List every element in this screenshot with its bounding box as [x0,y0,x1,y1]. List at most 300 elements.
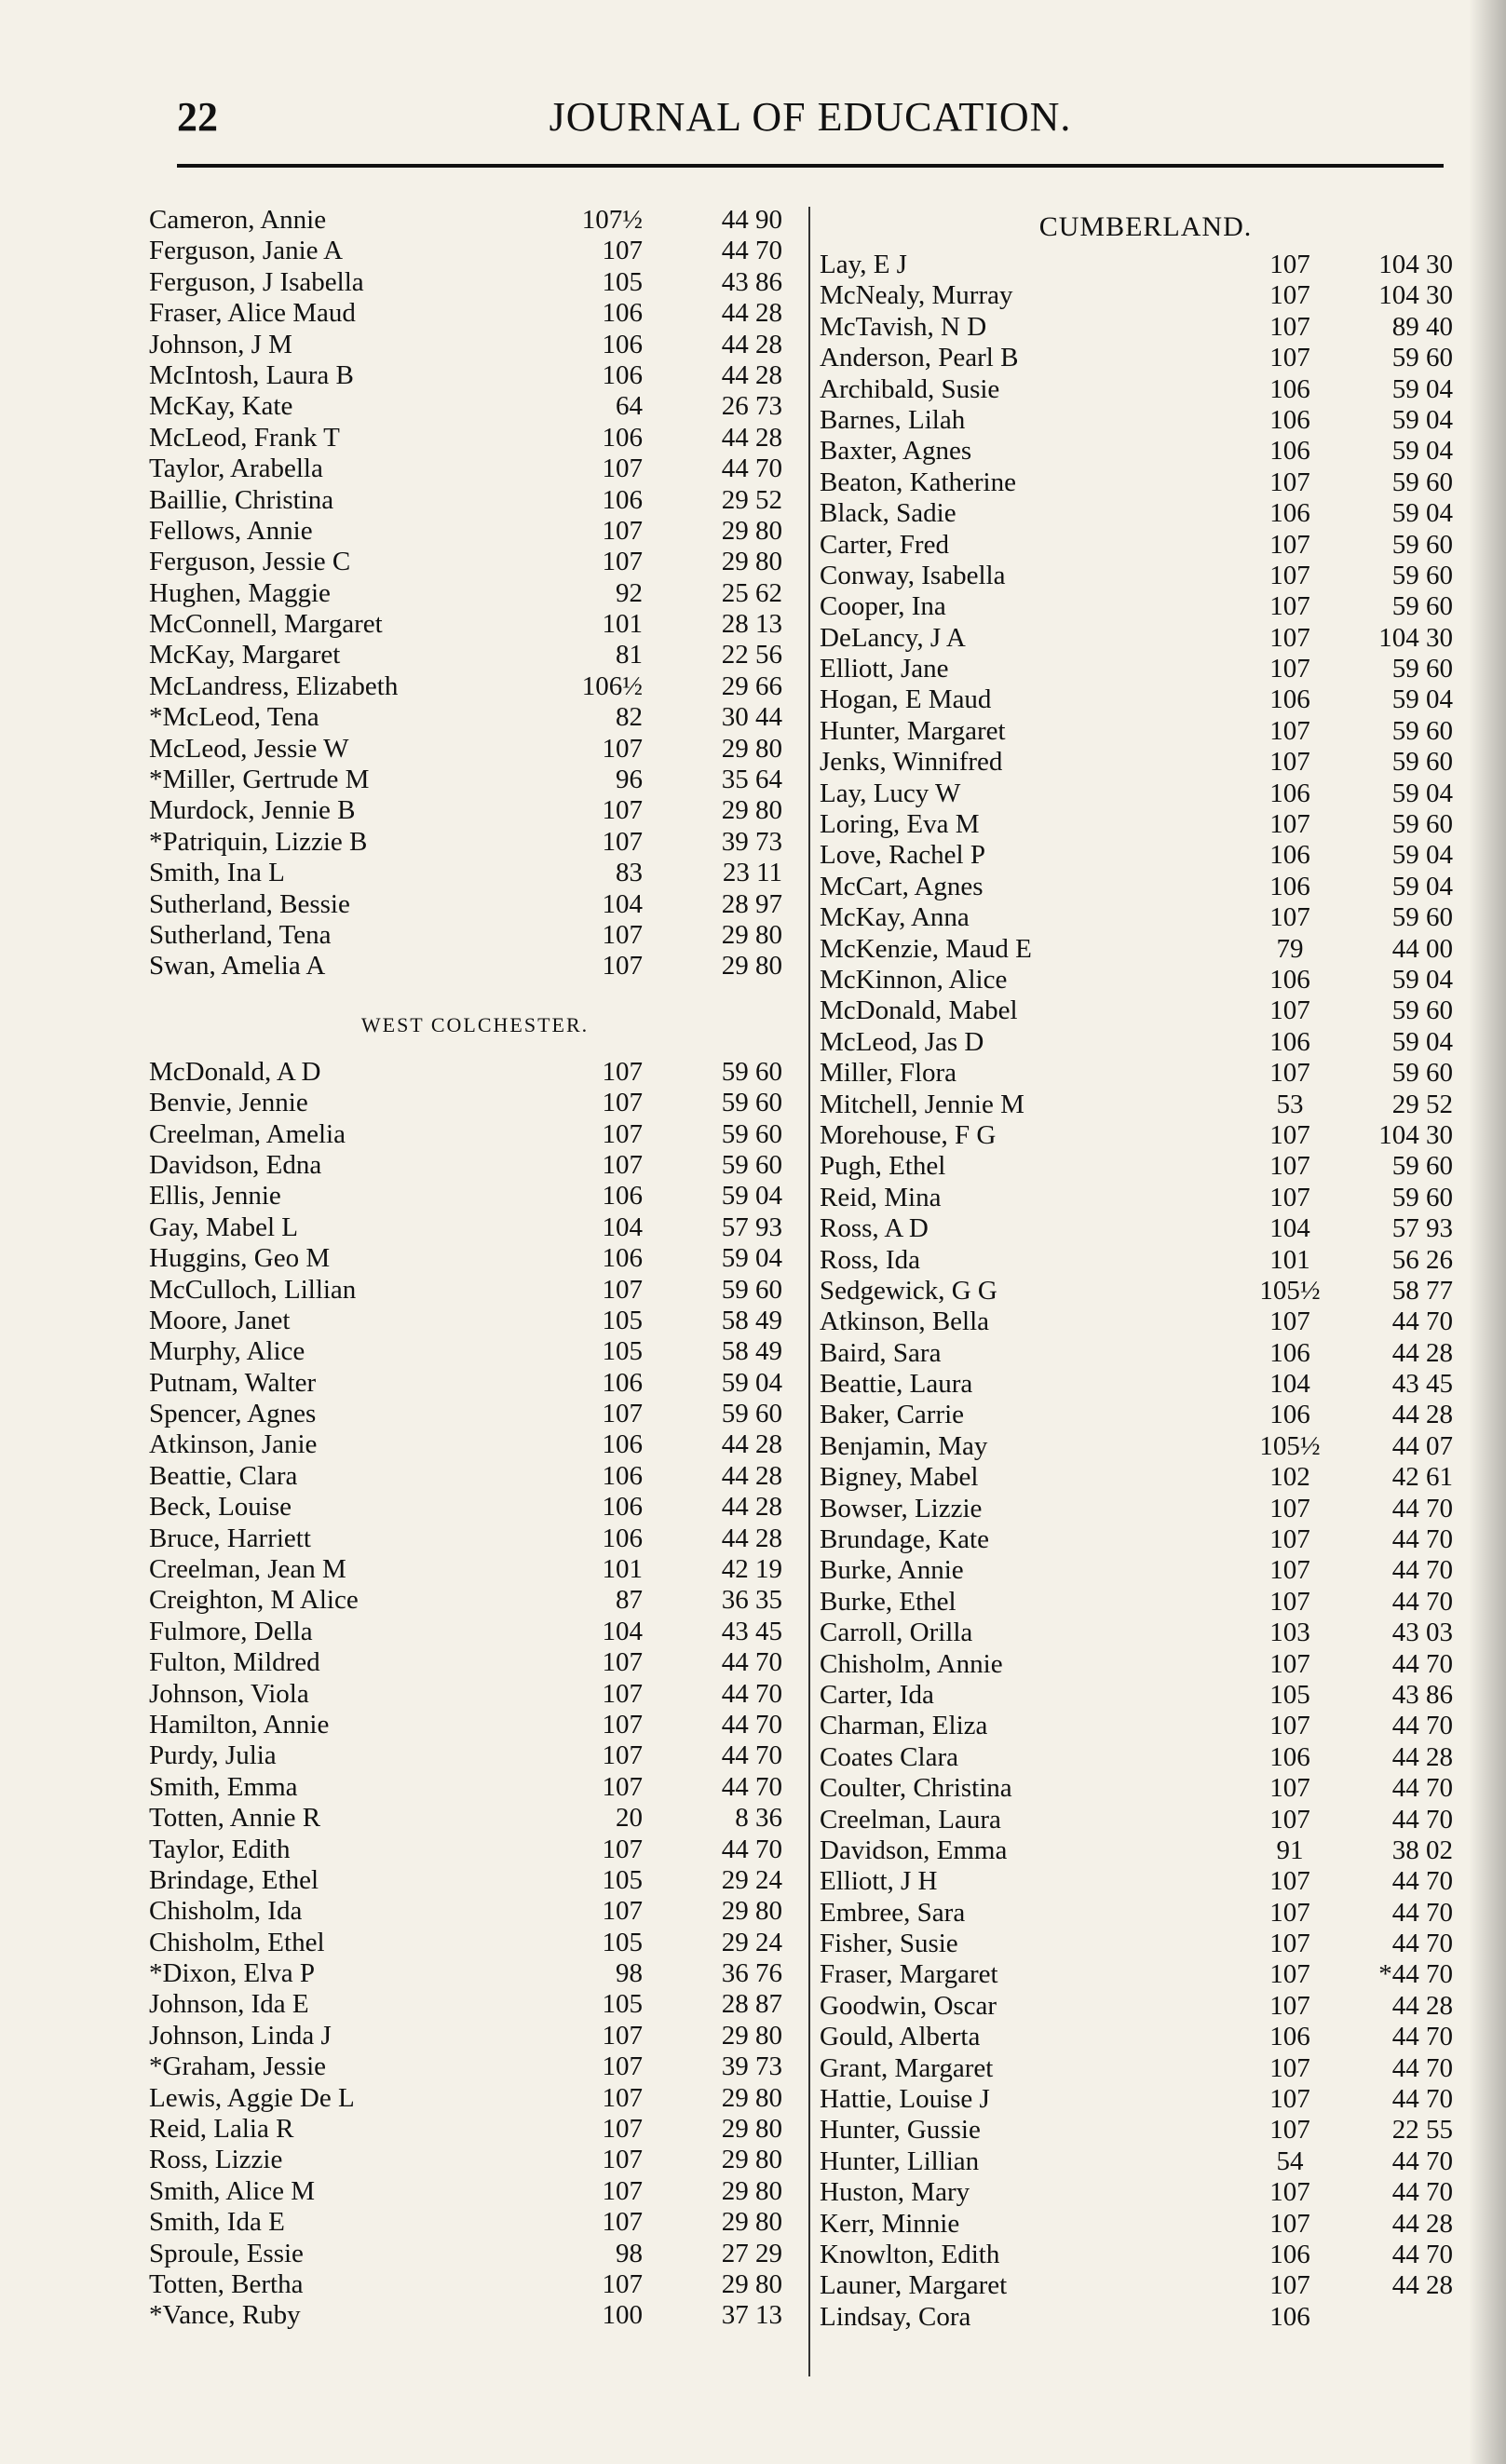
entry-name: Ferguson, Jessie C [149,547,351,577]
entry-days: 107½ [581,205,643,235]
entry-days: 107 [602,2207,643,2238]
entry-amount: 59 60 [1391,654,1453,684]
entry-amount: 43 45 [721,1616,782,1646]
entry-name: Carroll, Orilla [820,1618,973,1648]
entry-amount: 59 60 [1391,467,1453,497]
entry-name: Creighton, M Alice [149,1585,359,1616]
entry-name: McLeod, Jessie W [149,733,349,764]
entry-days: 107 [1269,1804,1310,1834]
entry-amount: 38 02 [1391,1834,1453,1865]
entry-amount: 44 07 [1391,1430,1453,1461]
list-row [149,951,801,982]
entry-name: Benvie, Jennie [149,1088,308,1118]
entry-days: 104 [1269,1369,1310,1400]
entry-amount: 44 70 [721,454,782,484]
entry-days: 107 [1269,1866,1310,1897]
entry-name: Smith, Ida E [149,2207,285,2238]
entry-name: Smith, Emma [149,1771,298,1802]
list-row [149,236,801,266]
entry-name: Coulter, Christina [820,1773,1012,1804]
entry-amount: 29 80 [721,951,782,982]
list-row [820,530,1472,561]
entry-days: 107 [1269,2177,1310,2208]
entry-days: 107 [602,454,643,484]
entry-name: Hamilton, Annie [149,1709,330,1740]
entry-amount: 22 55 [1391,2115,1453,2146]
list-row [820,561,1472,591]
entry-amount: 44 70 [1391,2177,1453,2208]
entry-days: 106 [1269,2301,1310,2332]
entry-name: Fulton, Mildred [149,1647,320,1678]
entry-days: 106 [1269,1400,1310,1430]
entry-name: DeLancy, J A [820,622,966,653]
entry-days: 107 [602,515,643,546]
entry-amount: 36 76 [721,1958,782,1989]
list-row [820,1369,1472,1400]
list-row [820,1462,1472,1493]
entry-days: 107 [1269,1493,1310,1523]
entry-amount: 30 44 [721,702,782,733]
entry-days: 107 [1269,2208,1310,2239]
entry-name: Beck, Louise [149,1492,292,1523]
entry-days: 87 [616,1585,643,1616]
entry-days: 106 [602,1492,643,1523]
list-row [820,1151,1472,1182]
entry-days: 107 [1269,343,1310,373]
list-row [820,809,1472,840]
entry-amount: 29 80 [721,2175,782,2206]
entry-days: 64 [616,391,643,422]
list-row [820,2177,1472,2208]
entry-days: 107 [1269,654,1310,684]
column-divider [808,207,810,2376]
entry-name: Gay, Mabel L [149,1212,298,1242]
entry-days: 107 [602,1834,643,1864]
entry-days: 96 [616,765,643,795]
entry-name: Burke, Ethel [820,1586,957,1617]
entry-days: 107 [602,1896,643,1927]
entry-amount: 39 73 [721,826,782,857]
left-list-top [149,205,801,982]
list-row [820,2084,1472,2115]
entry-days: 107 [1269,715,1310,746]
list-row [820,1027,1472,1058]
entry-days: 20 [616,1803,643,1834]
list-row [820,2209,1472,2240]
entry-days: 104 [1269,1213,1310,1244]
entry-days: 53 [1276,1089,1304,1119]
entry-name: Chisholm, Ethel [149,1927,325,1957]
list-row [149,1181,801,1212]
entry-days: 107 [602,951,643,982]
entry-days: 106 [602,1243,643,1274]
list-row [820,965,1472,995]
list-row [820,250,1472,280]
entry-amount: 59 04 [1391,436,1453,467]
entry-days: 107 [1269,467,1310,497]
list-row [149,1306,801,1336]
list-row [820,312,1472,343]
entry-days: 107 [602,1274,643,1305]
list-row [820,2146,1472,2177]
list-row [149,1150,801,1181]
list-row [149,454,801,484]
entry-days: 107 [1269,2270,1310,2301]
list-row [149,1368,801,1399]
entry-amount: 56 26 [1391,1244,1453,1275]
list-row [820,1835,1472,1866]
entry-name: Davidson, Edna [149,1149,322,1180]
left-column [149,205,801,2332]
entry-name: McCart, Agnes [820,871,984,901]
entry-days: 107 [602,1399,643,1429]
entry-days: 100 [602,2300,643,2331]
entry-name: Embree, Sara [820,1897,966,1928]
list-row [820,1183,1472,1213]
entry-days: 107 [1269,1959,1310,1990]
list-row [820,1929,1472,1959]
entry-amount: 44 70 [721,1771,782,1802]
entry-amount: 44 28 [721,359,782,390]
entry-name: Gould, Alberta [820,2022,981,2052]
entry-days: 107 [1269,1929,1310,1959]
list-row [149,609,801,640]
list-row [820,684,1472,715]
entry-amount: 57 93 [721,1212,782,1242]
entry-amount [1323,2302,1453,2333]
entry-name: Hogan, E Maud [820,684,992,715]
entry-amount: 26 73 [721,391,782,422]
page-header [177,93,1444,149]
entry-amount: 44 70 [1391,2084,1453,2115]
left-list-bottom [149,1057,801,2332]
entry-name: McKay, Kate [149,391,293,422]
entry-name: Lindsay, Cora [820,2301,971,2332]
list-row [149,1275,801,1306]
entry-name: Totten, Bertha [149,2269,304,2299]
list-row [820,436,1472,467]
entry-days: 92 [616,577,643,608]
entry-name: Sproule, Essie [149,2238,304,2268]
entry-days: 104 [602,1616,643,1646]
entry-amount: 28 87 [721,1989,782,2020]
list-row [820,1276,1472,1306]
entry-amount: 44 28 [721,422,782,453]
entry-name: Huggins, Geo M [149,1243,331,1274]
entry-name: McTavish, N D [820,311,987,342]
entry-name: *Miller, Gertrude M [149,765,370,795]
list-row [149,1399,801,1429]
entry-amount: 59 04 [1391,964,1453,995]
entry-name: Putnam, Walter [149,1367,317,1398]
entry-name: Beattie, Clara [149,1460,298,1491]
list-row [149,1212,801,1243]
list-row [149,1989,801,2020]
entry-name: Carter, Fred [820,529,949,560]
entry-days: 106 [602,298,643,329]
entry-days: 107 [1269,622,1310,653]
entry-name: Spencer, Agnes [149,1399,317,1429]
list-row [820,343,1472,373]
list-row [149,1088,801,1118]
entry-name: McKenzie, Maud E [820,933,1032,964]
entry-days: 105½ [1259,1275,1321,1306]
entry-days: 106 [602,1523,643,1553]
list-row [149,330,801,360]
entry-amount: 43 45 [1391,1369,1453,1400]
entry-amount: 59 60 [1391,1182,1453,1212]
entry-name: Totten, Annie R [149,1803,321,1834]
list-row [149,765,801,795]
entry-name: Smith, Alice M [149,2175,316,2206]
entry-amount: 44 70 [721,1647,782,1678]
list-row [820,1805,1472,1835]
entry-amount: 59 04 [1391,871,1453,901]
entry-name: Sutherland, Bessie [149,888,350,919]
entry-amount: 44 70 [1391,1306,1453,1337]
entry-amount: 59 04 [1391,840,1453,871]
entry-name: Burke, Annie [820,1555,964,1586]
entry-amount: 104 30 [1378,1119,1453,1150]
entry-amount: 59 60 [1391,715,1453,746]
entry-days: 106 [1269,2022,1310,2052]
entry-name: Johnson, Viola [149,1678,309,1709]
entry-days: 107 [1269,1711,1310,1741]
entry-amount: 42 61 [1391,1462,1453,1493]
entry-name: Chisholm, Annie [820,1648,1003,1679]
entry-name: McDonald, A D [149,1056,321,1087]
entry-days: 107 [602,1771,643,1802]
entry-name: Elliott, Jane [820,654,949,684]
entry-name: Huston, Mary [820,2177,970,2208]
entry-name: Johnson, Ida E [149,1989,309,2020]
entry-name: Cooper, Ina [820,591,946,622]
entry-name: McKay, Margaret [149,640,341,670]
entry-name: Cameron, Annie [149,205,327,235]
entry-amount: 28 97 [721,888,782,919]
list-row [149,1928,801,1958]
entry-name: Elliott, J H [820,1866,938,1897]
list-row [149,1740,801,1771]
entry-name: McDonald, Mabel [820,995,1018,1026]
entry-amount: 29 52 [1391,1089,1453,1119]
list-row [149,2300,801,2331]
entry-days: 106 [602,1460,643,1491]
list-row [820,778,1472,809]
entry-name: Benjamin, May [820,1430,988,1461]
entry-name: Conway, Isabella [820,560,1006,590]
entry-amount: 29 80 [721,2269,782,2299]
entry-name: *Dixon, Elva P [149,1958,316,1989]
list-row [149,2021,801,2051]
entry-amount: 104 30 [1378,280,1453,311]
entry-name: Murdock, Jennie B [149,795,356,826]
entry-amount: 44 28 [1391,1400,1453,1430]
entry-amount: 44 28 [1391,1741,1453,1772]
entry-amount: 44 28 [721,1460,782,1491]
entry-amount: 27 29 [721,2238,782,2268]
list-row [820,1494,1472,1524]
list-row [820,280,1472,311]
list-row [820,934,1472,965]
entry-amount: 25 62 [721,577,782,608]
entry-amount: 44 00 [1391,933,1453,964]
entry-amount: 89 40 [1391,311,1453,342]
list-row [149,2114,801,2145]
list-row [820,1524,1472,1555]
entry-name: Lewis, Aggie De L [149,2082,355,2113]
list-row [149,2145,801,2175]
list-row [820,1618,1472,1648]
entry-name: Charman, Eliza [820,1711,988,1741]
entry-name: Hughen, Maggie [149,577,331,608]
entry-name: Brundage, Kate [820,1524,989,1555]
entry-amount: 29 80 [721,919,782,950]
entry-name: McKay, Anna [820,902,970,933]
entry-name: Davidson, Emma [820,1834,1008,1865]
entry-amount: 59 60 [1391,343,1453,373]
entry-amount: 59 60 [1391,747,1453,778]
list-row [820,467,1472,498]
list-row [820,902,1472,933]
entry-days: 107 [602,919,643,950]
entry-amount: 44 70 [1391,1586,1453,1617]
list-row [149,1710,801,1740]
entry-name: McIntosh, Laura B [149,359,354,390]
list-row [820,1991,1472,2022]
entry-amount: 43 86 [1391,1679,1453,1710]
entry-amount: 44 70 [1391,1773,1453,1804]
entry-amount: 58 77 [1391,1275,1453,1306]
entry-amount: 44 28 [1391,2270,1453,2301]
entry-days: 104 [602,1212,643,1242]
entry-amount: 29 80 [721,2082,782,2113]
entry-days: 107 [1269,1182,1310,1212]
list-row [149,889,801,920]
entry-days: 106 [602,329,643,359]
list-row [820,872,1472,902]
list-row [149,734,801,765]
list-row [820,1959,1472,1990]
entry-amount: 22 56 [721,640,782,670]
entry-days: 107 [602,2175,643,2206]
entry-amount: 59 60 [1391,809,1453,840]
entry-days: 107 [1269,1306,1310,1337]
entry-name: Swan, Amelia A [149,951,326,982]
entry-name: Purdy, Julia [149,1740,277,1771]
right-column [820,205,1472,2333]
entry-name: Ross, A D [820,1213,929,1244]
list-row [149,1617,801,1647]
entry-amount: 104 30 [1378,250,1453,279]
entry-days: 106 [602,1429,643,1460]
entry-amount: 44 70 [721,1709,782,1740]
entry-amount: 59 60 [1391,995,1453,1026]
entry-name: Smith, Ina L [149,858,285,888]
entry-name: Ross, Ida [820,1244,920,1275]
entry-name: Creelman, Laura [820,1804,1001,1834]
entry-amount: 29 80 [721,2145,782,2175]
list-row [820,374,1472,405]
entry-name: McLeod, Jas D [820,1026,984,1057]
entry-name: Ellis, Jennie [149,1181,281,1212]
entry-amount: 44 28 [721,298,782,329]
list-row [820,1338,1472,1369]
list-row [149,578,801,609]
list-row [149,1679,801,1710]
list-row [149,1896,801,1927]
entry-days: 105 [602,1989,643,2020]
entry-days: 54 [1276,2146,1304,2176]
entry-days: 106 [1269,1337,1310,1368]
entry-amount: 44 28 [1391,1337,1453,1368]
entry-days: 107 [1269,1058,1310,1089]
list-row [820,1213,1472,1244]
entry-amount: 29 24 [721,1864,782,1895]
entry-amount: 29 80 [721,2020,782,2051]
entry-days: 81 [616,640,643,670]
entry-amount: 36 35 [721,1585,782,1616]
list-row [149,1492,801,1523]
entry-days: 107 [1269,2052,1310,2083]
entry-name: Baird, Sara [820,1337,942,1368]
entry-name: McLeod, Frank T [149,422,340,453]
list-row [149,1647,801,1678]
entry-name: Brindage, Ethel [149,1864,319,1895]
list-row [149,485,801,516]
entry-amount: 44 28 [721,1523,782,1553]
entry-days: 105 [1269,1679,1310,1710]
list-row [820,1306,1472,1337]
entry-amount: 29 80 [721,1896,782,1927]
list-row [820,1400,1472,1430]
list-row [149,640,801,670]
entry-amount: 29 52 [721,484,782,515]
entry-name: Black, Sadie [820,498,957,529]
entry-name: Beaton, Katherine [820,467,1016,497]
list-row [149,1834,801,1865]
list-row [149,827,801,858]
entry-amount: 8 36 [735,1803,782,1834]
entry-name: Creelman, Jean M [149,1554,346,1585]
list-row [149,516,801,547]
entry-amount: 35 64 [721,765,782,795]
entry-amount: 44 70 [1391,2146,1453,2176]
list-row [149,858,801,888]
list-row [149,2083,801,2114]
entry-amount: 44 70 [721,236,782,266]
entry-name: Fellows, Annie [149,515,313,546]
entry-days: 107 [1269,1586,1310,1617]
entry-name: Love, Rachel P [820,840,985,871]
list-row [820,1245,1472,1276]
entry-amount: 44 70 [1391,2240,1453,2269]
list-row [149,1585,801,1616]
entry-days: 107 [1269,995,1310,1026]
entry-amount: 59 60 [1391,1151,1453,1182]
entry-name: Miller, Flora [820,1058,957,1089]
entry-amount: 29 66 [721,670,782,701]
entry-name: McConnell, Margaret [149,609,383,640]
entry-amount: 59 04 [1391,778,1453,808]
entry-amount: 29 80 [721,547,782,577]
entry-days: 106 [1269,840,1310,871]
entry-name: Beattie, Laura [820,1369,973,1400]
entry-amount: 59 04 [1391,684,1453,715]
list-row [149,1523,801,1554]
entry-days: 106 [1269,684,1310,715]
entry-days: 107 [1269,1555,1310,1586]
